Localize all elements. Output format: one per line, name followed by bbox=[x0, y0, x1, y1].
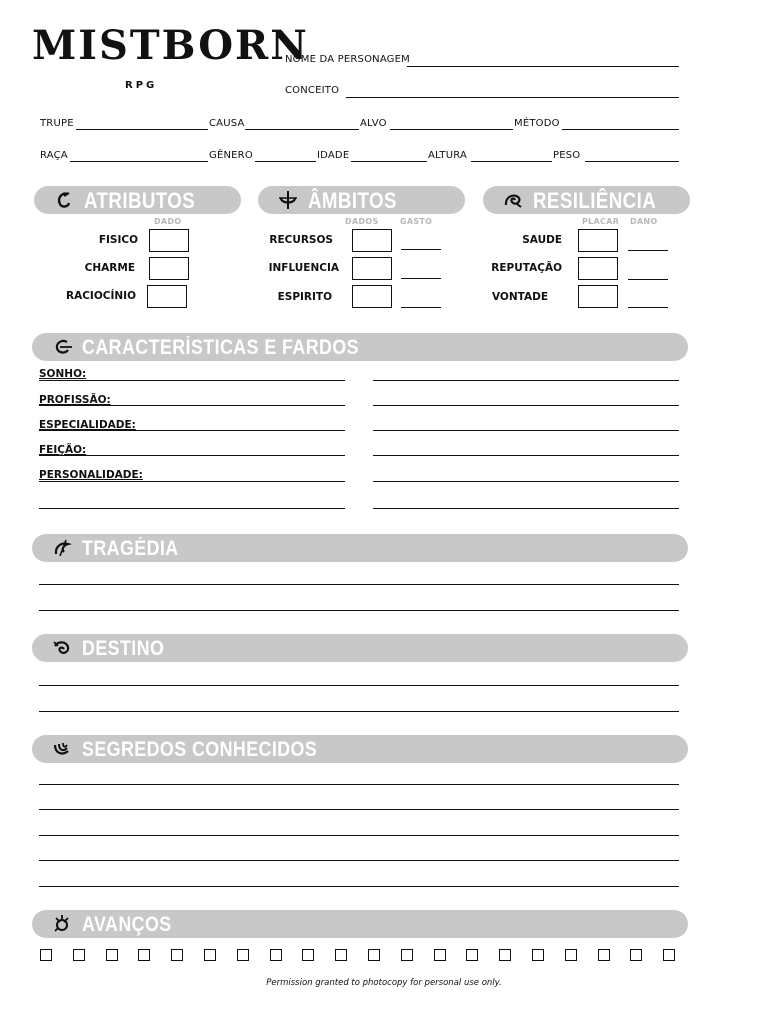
footer-permission: Permission granted to photocopy for personal use only. bbox=[266, 978, 502, 988]
ambito-box-recursos[interactable] bbox=[352, 229, 392, 252]
resiliencia-banner bbox=[483, 186, 690, 214]
raca-field[interactable] bbox=[70, 161, 208, 162]
atributo-label-raciocinio: RACIOCÍNIO bbox=[66, 290, 136, 302]
genero-field[interactable] bbox=[255, 161, 316, 162]
ambitos-col-gasto: GASTO bbox=[400, 217, 433, 226]
caract-line-especialidade[interactable] bbox=[39, 430, 345, 431]
atributo-box-fisico[interactable] bbox=[149, 229, 189, 252]
resiliencia-label-vontade: VONTADE bbox=[491, 291, 548, 303]
segredos-icon bbox=[52, 739, 72, 759]
idade-field[interactable] bbox=[351, 161, 427, 162]
segredos-line[interactable] bbox=[39, 886, 679, 887]
altura-label: ALTURA bbox=[428, 150, 468, 161]
ambitos-icon bbox=[278, 190, 298, 210]
resiliencia-title: RESILIÊNCIA bbox=[533, 188, 657, 213]
avanco-checkbox[interactable] bbox=[204, 949, 216, 961]
caract-label-sonho: SONHO: bbox=[39, 368, 87, 380]
ambitos-title: ÂMBITOS bbox=[308, 188, 397, 213]
mistborn-logo: MISTBORN bbox=[32, 22, 309, 69]
avanco-checkbox[interactable] bbox=[598, 949, 610, 961]
resiliencia-dano-saude[interactable] bbox=[628, 250, 668, 251]
avanco-checkbox[interactable] bbox=[368, 949, 380, 961]
peso-field[interactable] bbox=[585, 161, 679, 162]
caract-label-especialidade: ESPECIALIDADE: bbox=[39, 419, 136, 431]
alvo-label: ALVO bbox=[360, 118, 387, 129]
resiliencia-box-saude[interactable] bbox=[578, 229, 618, 252]
avancos-checkbox-row bbox=[40, 949, 680, 961]
atributos-icon bbox=[54, 190, 74, 210]
atributos-banner bbox=[34, 186, 241, 214]
fardos-line[interactable] bbox=[373, 380, 679, 381]
caracteristicas-banner bbox=[32, 333, 688, 361]
alvo-field[interactable] bbox=[390, 129, 513, 130]
avancos-banner bbox=[32, 910, 688, 938]
ambito-box-espirito[interactable] bbox=[352, 285, 392, 308]
atributo-label-charme: CHARME bbox=[84, 262, 135, 274]
ambito-gasto-influencia[interactable] bbox=[401, 278, 441, 279]
peso-label: PESO bbox=[553, 150, 581, 161]
caract-label-feicao: FEIÇÃO: bbox=[39, 444, 87, 456]
atributos-title: ATRIBUTOS bbox=[84, 188, 196, 213]
resiliencia-col-placar: PLACAR bbox=[582, 217, 620, 226]
tragedia-line[interactable] bbox=[39, 584, 679, 585]
resiliencia-icon bbox=[503, 190, 523, 210]
avanco-checkbox[interactable] bbox=[335, 949, 347, 961]
idade-label: IDADE bbox=[317, 150, 350, 161]
ambito-label-influencia: INFLUENCIA bbox=[268, 262, 339, 274]
avanco-checkbox[interactable] bbox=[663, 949, 675, 961]
resiliencia-box-reputacao[interactable] bbox=[578, 257, 618, 280]
destino-line[interactable] bbox=[39, 685, 679, 686]
metodo-label: MÉTODO bbox=[514, 118, 560, 129]
caract-line-profissao[interactable] bbox=[39, 405, 345, 406]
segredos-banner bbox=[32, 735, 688, 763]
caract-line-sonho[interactable] bbox=[39, 380, 345, 381]
segredos-line[interactable] bbox=[39, 860, 679, 861]
metodo-field[interactable] bbox=[562, 129, 679, 130]
genero-label: GÊNERO bbox=[209, 150, 253, 161]
logo-subtitle: RPG bbox=[125, 80, 158, 91]
segredos-line[interactable] bbox=[39, 809, 679, 810]
destino-icon bbox=[52, 638, 72, 658]
atributo-box-charme[interactable] bbox=[149, 257, 189, 280]
destino-line[interactable] bbox=[39, 711, 679, 712]
atributos-col-dado: DADO bbox=[154, 217, 182, 226]
segredos-line[interactable] bbox=[39, 784, 679, 785]
tragedia-title: TRAGÉDIA bbox=[82, 537, 179, 560]
causa-field[interactable] bbox=[245, 129, 359, 130]
altura-field[interactable] bbox=[471, 161, 552, 162]
avancos-title: AVANÇOS bbox=[82, 913, 172, 936]
caracteristicas-title: CARACTERÍSTICAS E FARDOS bbox=[82, 336, 359, 359]
caract-label-profissao: PROFISSÃO: bbox=[39, 394, 111, 406]
avanco-checkbox[interactable] bbox=[73, 949, 85, 961]
fardos-line[interactable] bbox=[373, 455, 679, 456]
avanco-checkbox[interactable] bbox=[499, 949, 511, 961]
avanco-checkbox[interactable] bbox=[434, 949, 446, 961]
avanco-checkbox[interactable] bbox=[302, 949, 314, 961]
atributo-box-raciocinio[interactable] bbox=[147, 285, 187, 308]
ambito-gasto-espirito[interactable] bbox=[401, 307, 441, 308]
avanco-checkbox[interactable] bbox=[106, 949, 118, 961]
avanco-checkbox[interactable] bbox=[565, 949, 577, 961]
ambito-label-recursos: RECURSOS bbox=[269, 234, 333, 246]
avanco-checkbox[interactable] bbox=[40, 949, 52, 961]
conceito-field[interactable] bbox=[346, 97, 679, 98]
avanco-checkbox[interactable] bbox=[532, 949, 544, 961]
raca-label: RAÇA bbox=[40, 150, 68, 161]
caract-line-feicao[interactable] bbox=[39, 455, 345, 456]
avanco-checkbox[interactable] bbox=[466, 949, 478, 961]
nome-field[interactable] bbox=[407, 66, 679, 67]
fardos-line[interactable] bbox=[373, 481, 679, 482]
resiliencia-dano-vontade[interactable] bbox=[628, 307, 668, 308]
caracteristicas-icon bbox=[52, 337, 72, 357]
avanco-checkbox[interactable] bbox=[171, 949, 183, 961]
conceito-label: CONCEITO bbox=[285, 85, 340, 96]
caract-line-personalidade[interactable] bbox=[39, 481, 345, 482]
tragedia-banner bbox=[32, 534, 688, 562]
caract-line-extra[interactable] bbox=[39, 508, 345, 509]
trupe-label: TRUPE bbox=[40, 118, 74, 129]
destino-title: DESTINO bbox=[82, 637, 165, 660]
avanco-checkbox[interactable] bbox=[270, 949, 282, 961]
tragedia-line[interactable] bbox=[39, 610, 679, 611]
ambito-box-influencia[interactable] bbox=[352, 257, 392, 280]
ambitos-banner bbox=[258, 186, 465, 214]
ambito-gasto-recursos[interactable] bbox=[401, 249, 441, 250]
causa-label: CAUSA bbox=[209, 118, 245, 129]
resiliencia-col-dano: DANO bbox=[630, 217, 658, 226]
ambito-label-espirito: ESPIRITO bbox=[277, 291, 332, 303]
avancos-icon bbox=[52, 914, 72, 934]
destino-banner bbox=[32, 634, 688, 662]
tragedia-icon bbox=[52, 538, 72, 558]
ambitos-col-dados: DADOS bbox=[345, 217, 379, 226]
segredos-title: SEGREDOS CONHECIDOS bbox=[82, 738, 318, 761]
avanco-checkbox[interactable] bbox=[138, 949, 150, 961]
resiliencia-box-vontade[interactable] bbox=[578, 285, 618, 308]
fardos-line[interactable] bbox=[373, 430, 679, 431]
atributo-label-fisico: FISICO bbox=[98, 234, 138, 246]
resiliencia-dano-reputacao[interactable] bbox=[628, 279, 668, 280]
fardos-line[interactable] bbox=[373, 508, 679, 509]
resiliencia-label-saude: SAUDE bbox=[522, 234, 562, 246]
caract-label-personalidade: PERSONALIDADE: bbox=[39, 469, 143, 481]
fardos-line[interactable] bbox=[373, 405, 679, 406]
avanco-checkbox[interactable] bbox=[630, 949, 642, 961]
trupe-field[interactable] bbox=[76, 129, 208, 130]
nome-label: NOME DA PERSONAGEM bbox=[285, 54, 410, 65]
avanco-checkbox[interactable] bbox=[401, 949, 413, 961]
segredos-line[interactable] bbox=[39, 835, 679, 836]
resiliencia-label-reputacao: REPUTAÇÃO bbox=[491, 262, 562, 274]
avanco-checkbox[interactable] bbox=[237, 949, 249, 961]
